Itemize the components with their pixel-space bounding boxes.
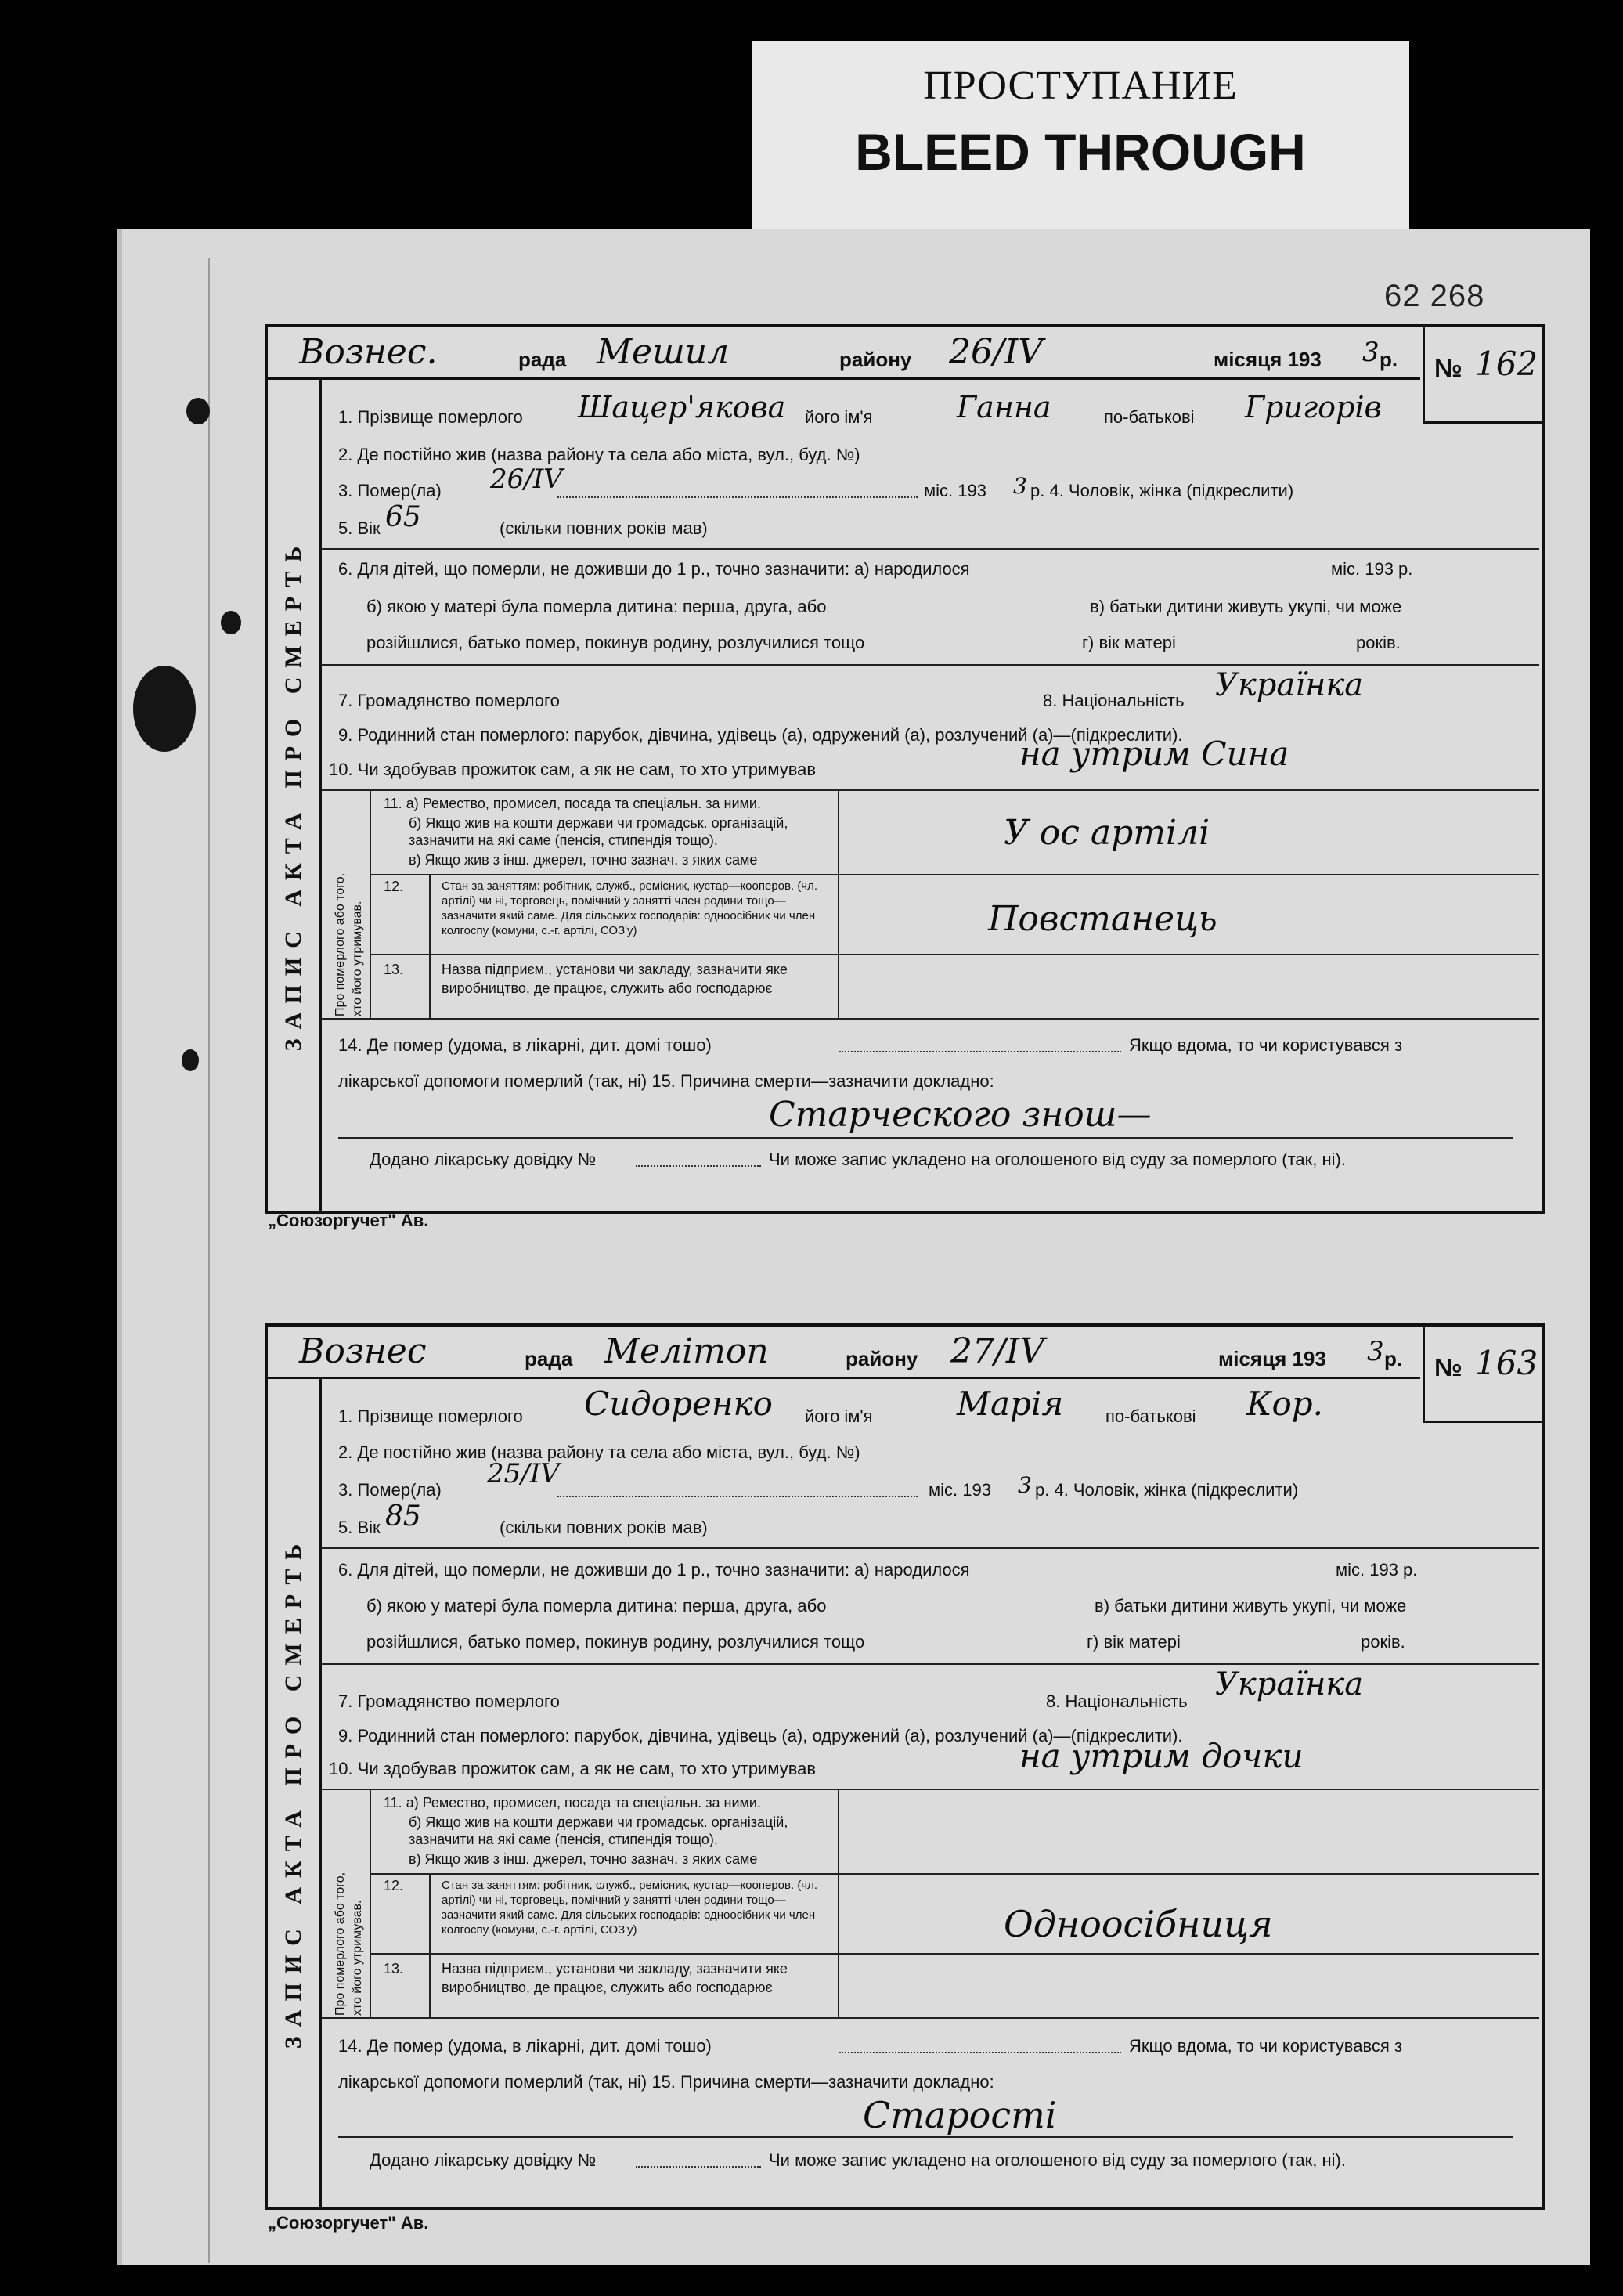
occupation-a-label: 11. а) Ремество, промисел, посада та спеціальн. за ними. — [384, 796, 761, 811]
divider — [338, 2136, 1513, 2138]
stamp-line-en: BLEED THROUGH — [855, 123, 1306, 181]
occupation-value: У ос артілі — [1004, 813, 1210, 853]
side-title: ЗАПИС АКТА ПРО СМЕРТЬ — [280, 536, 306, 1052]
divider — [338, 1137, 1513, 1139]
year-suffix: р. — [1380, 348, 1398, 371]
divider — [321, 664, 1539, 666]
side-title: ЗАПИС АКТА ПРО СМЕРТЬ — [280, 1534, 306, 2049]
death-record-form-2 — [265, 1323, 1545, 2210]
marital-status-label: 9. Родинний стан померлого: парубок, дівчина, удівець (а), одружений (а), розлучений (а)—(підкреслити). — [338, 725, 1183, 745]
name-label: його ім'я — [805, 407, 873, 427]
subcolumn-divider — [370, 1789, 371, 2017]
nationality-value: Українка — [1215, 667, 1364, 703]
number-column-divider — [429, 874, 431, 1018]
month-label: місяця 193 — [1214, 348, 1322, 371]
livelihood-value: на утрим дочки — [1019, 1737, 1304, 1775]
answer-column-divider — [838, 1789, 839, 2017]
death-date-value: 25/IV — [487, 1458, 560, 1489]
citizenship-label: 7. Громадянство померлого — [338, 1691, 560, 1711]
rada-label: рада — [518, 348, 567, 371]
years-label: років. — [1356, 633, 1401, 652]
divider — [321, 1789, 1539, 1790]
patronymic-label: по-батькові — [1105, 1406, 1196, 1426]
punch-hole — [221, 611, 241, 634]
occupation-side-label: Про померлого або того, — [334, 872, 347, 1016]
record-number-label: № — [1434, 354, 1463, 382]
dotted-line — [839, 2052, 1121, 2053]
child-born-tail: міс. 193 р. — [1336, 1560, 1418, 1579]
surname-label: 1. Прізвище померлого — [338, 1406, 523, 1426]
divider — [370, 1953, 1539, 1955]
nationality-label: 8. Національність — [1046, 1691, 1188, 1711]
month-label: місяця 193 — [1218, 1347, 1326, 1370]
divider — [370, 954, 1539, 955]
sex-label: р. 4. Чоловік, жінка (підкреслити) — [1035, 1480, 1299, 1500]
home-care-label: Якщо вдома, то чи користувався з — [1129, 2036, 1403, 2056]
employment-status-label: Стан за заняттям: робітник, служб., ремісник, кустар—кооперов. (чл. артілі) чи ні, торговець, помічний у занятті член родини тощо—зазначити який саме. Для сільських господарів: одноосібник чи член колгоспу (комуни, с.-г. артілі, СОЗ'у) — [442, 879, 818, 937]
death-place-label: 14. Де помер (удома, в лікарні, дит. домі тошо) — [338, 1035, 712, 1055]
name-value: Марія — [957, 1384, 1064, 1423]
employment-status-label: Стан за заняттям: робітник, служб., ремісник, кустар—кооперов. (чл. артілі) чи ні, торговець, помічний у занятті член родини тощо—зазначити який саме. Для сільських господарів: одноосібник чи член колгоспу (комуни, с.-г. артілі, СОЗ'у) — [442, 1879, 818, 1937]
binding-crease — [208, 258, 210, 2263]
record-number-box — [1423, 327, 1542, 424]
certificate-label: Додано лікарську довідку № — [370, 1150, 597, 1169]
row-13-number: 13. — [384, 962, 404, 977]
record-number: 162 — [1475, 345, 1538, 383]
death-date-label: 3. Помер(ла) — [338, 481, 442, 500]
district-field: Мешил — [597, 332, 730, 372]
age-value: 85 — [385, 1500, 421, 1532]
child-born-label: 6. Для дітей, що померли, не доживши до 1 р., точно зазначити: а) народилося — [338, 1560, 970, 1579]
certificate-label: Додано лікарську довідку № — [370, 2150, 597, 2170]
patronymic-label: по-батькові — [1104, 407, 1195, 427]
subcolumn-divider — [370, 789, 371, 1018]
punch-hole — [186, 398, 210, 424]
child-born-label: 6. Для дітей, що померли, не доживши до 1 р., точно зазначити: а) народилося — [338, 559, 970, 579]
employment-status-value: Повстанець — [988, 899, 1217, 939]
dotted-line — [636, 1165, 761, 1167]
punch-hole — [133, 666, 196, 752]
cause-label: лікарської допомоги померлий (так, ні) 15. Причина смерти—зазначити докладно: — [338, 1071, 994, 1091]
punch-hole — [182, 1049, 199, 1071]
death-place-label: 14. Де помер (удома, в лікарні, дит. домі тошо) — [338, 2036, 712, 2056]
divider — [321, 1663, 1539, 1665]
marital-status-label: 9. Родинний стан померлого: парубок, дівчина, удівець (а), одружений (а), розлучений (а)—(підкреслити). — [338, 1726, 1183, 1745]
village-field: Вознес. — [299, 332, 438, 372]
death-date-value: 26/IV — [490, 464, 563, 495]
employment-status-value: Одноосібниця — [1004, 1903, 1273, 1945]
bleed-through-card — [752, 41, 1409, 251]
year-digit: 3 — [1362, 337, 1380, 368]
livelihood-label: 10. Чи здобував прожиток сам, а як не сам, то хто утримував — [329, 1759, 817, 1778]
form-side-column — [268, 377, 322, 1211]
occupation-b-label: б) Якщо жив на кошти держави чи громадськ. організацій, зазначити на які саме (пенсія, стипендія тощо). — [409, 815, 788, 848]
cause-value: Старості — [863, 2094, 1057, 2136]
parents-detail-label: розійшлися, батько помер, покинув родину, розлучилися тощо — [366, 1632, 865, 1652]
date-field: 26/IV — [949, 332, 1043, 372]
years-label: років. — [1361, 1632, 1405, 1652]
residence-label: 2. Де постійно жив (назва району та села або міста, вул., буд. №) — [338, 1442, 860, 1462]
divider — [370, 874, 1539, 875]
age-note: (скільки повних років мав) — [500, 518, 708, 538]
surname-value: Шацер'якова — [578, 390, 786, 424]
residence-label: 2. Де постійно жив (назва району та села або міста, вул., буд. №) — [338, 445, 860, 464]
district-field: Мелітоп — [604, 1331, 769, 1371]
dotted-line — [557, 1496, 918, 1497]
patronymic-value: Григорів — [1245, 390, 1382, 424]
rada-label: рада — [525, 1347, 573, 1370]
cause-value: Старческого знош— — [769, 1095, 1152, 1135]
age-label: 5. Вік — [338, 518, 381, 538]
divider — [321, 1018, 1539, 1020]
dotted-line — [557, 496, 918, 498]
parents-label: в) батьки дитини живуть укупі, чи може — [1090, 597, 1402, 616]
occupation-side-label-2: хто його утримував. — [351, 901, 364, 1016]
year-digit: 3 — [1367, 1336, 1384, 1367]
nationality-value: Українка — [1215, 1666, 1364, 1702]
parents-detail-label: розійшлися, батько помер, покинув родину, розлучилися тощо — [366, 633, 865, 652]
nationality-label: 8. Національність — [1043, 691, 1185, 710]
workplace-label: Назва підприєм., установи чи закладу, зазначити яке виробництво, де працює, служить або господарює — [442, 962, 788, 996]
livelihood-value: на утрим Сина — [1019, 735, 1289, 773]
year-suffix: р. — [1384, 1347, 1403, 1370]
divider — [370, 1873, 1539, 1875]
occupation-a-label: 11. а) Ремество, промисел, посада та спеціальн. за ними. — [384, 1795, 761, 1810]
death-month-label: міс. 193 — [924, 481, 986, 500]
record-number-label: № — [1434, 1353, 1463, 1381]
name-value: Ганна — [957, 390, 1051, 424]
printer-mark: „Союзоргучет" Ав. — [268, 1211, 429, 1230]
citizenship-label: 7. Громадянство померлого — [338, 691, 560, 710]
home-care-label: Якщо вдома, то чи користувався з — [1129, 1035, 1403, 1055]
dotted-line — [636, 2166, 761, 2168]
sex-label: р. 4. Чоловік, жінка (підкреслити) — [1030, 481, 1294, 500]
record-number: 163 — [1475, 1344, 1538, 1382]
printer-mark: „Союзоргучет" Ав. — [268, 2213, 429, 2233]
death-date-label: 3. Помер(ла) — [338, 1480, 442, 1500]
child-order-label: б) якою у матері була померла дитина: перша, друга, або — [366, 597, 827, 616]
mother-age-label: г) вік матері — [1082, 633, 1176, 652]
age-label: 5. Вік — [338, 1518, 381, 1537]
divider — [321, 1547, 1539, 1549]
village-field: Вознес — [299, 1331, 427, 1371]
district-label: району — [846, 1347, 918, 1370]
divider — [321, 548, 1539, 550]
age-value: 65 — [385, 501, 421, 533]
child-born-tail: міс. 193 р. — [1331, 559, 1413, 579]
name-label: його ім'я — [805, 1406, 873, 1426]
occupation-side-label-2: хто його утримував. — [351, 1900, 364, 2016]
death-year-digit: 3 — [1013, 473, 1027, 499]
row-12-number: 12. — [384, 879, 404, 894]
mother-age-label: г) вік матері — [1087, 1632, 1181, 1652]
occupation-c-label: в) Якщо жив з інш. джерел, точно зазнач. з яких саме — [409, 852, 758, 868]
death-year-digit: 3 — [1018, 1472, 1032, 1498]
patronymic-value: Кор. — [1246, 1384, 1324, 1423]
divider — [321, 2017, 1539, 2019]
number-column-divider — [429, 1873, 431, 2017]
archive-number: 62 268 — [1384, 279, 1485, 313]
form-side-column — [268, 1377, 322, 2207]
divider — [321, 789, 1539, 791]
child-order-label: б) якою у матері була померла дитина: перша, друга, або — [366, 1596, 827, 1616]
court-record-label: Чи може запис укладено на оголошеного від суду за померлого (так, ні). — [769, 1150, 1346, 1169]
stamp-line-ru: ПРОСТУПАНИЕ — [923, 63, 1238, 108]
workplace-label: Назва підприєм., установи чи закладу, зазначити яке виробництво, де працює, служить або господарює — [442, 1961, 788, 1995]
age-note: (скільки повних років мав) — [500, 1518, 708, 1537]
date-field: 27/IV — [950, 1331, 1044, 1371]
occupation-c-label: в) Якщо жив з інш. джерел, точно зазнач. з яких саме — [409, 1851, 758, 1867]
surname-value: Сидоренко — [584, 1384, 773, 1423]
parents-label: в) батьки дитини живуть укупі, чи може — [1095, 1596, 1407, 1616]
row-12-number: 12. — [384, 1878, 404, 1893]
surname-label: 1. Прізвище померлого — [338, 407, 523, 427]
cause-label: лікарської допомоги померлий (так, ні) 15. Причина смерти—зазначити докладно: — [338, 2072, 994, 2092]
occupation-side-label: Про померлого або того, — [334, 1872, 347, 2016]
death-record-form-1 — [265, 324, 1545, 1214]
row-13-number: 13. — [384, 1961, 404, 1977]
occupation-b-label: б) Якщо жив на кошти держави чи громадськ. організацій, зазначити на які саме (пенсія, стипендія тощо). — [409, 1814, 788, 1847]
court-record-label: Чи може запис укладено на оголошеного від суду за померлого (так, ні). — [769, 2150, 1346, 2170]
livelihood-label: 10. Чи здобував прожиток сам, а як не сам, то хто утримував — [329, 760, 817, 779]
dotted-line — [839, 1051, 1121, 1052]
record-number-box — [1423, 1327, 1542, 1423]
answer-column-divider — [838, 789, 839, 1018]
district-label: району — [839, 348, 912, 371]
death-month-label: міс. 193 — [929, 1480, 991, 1500]
